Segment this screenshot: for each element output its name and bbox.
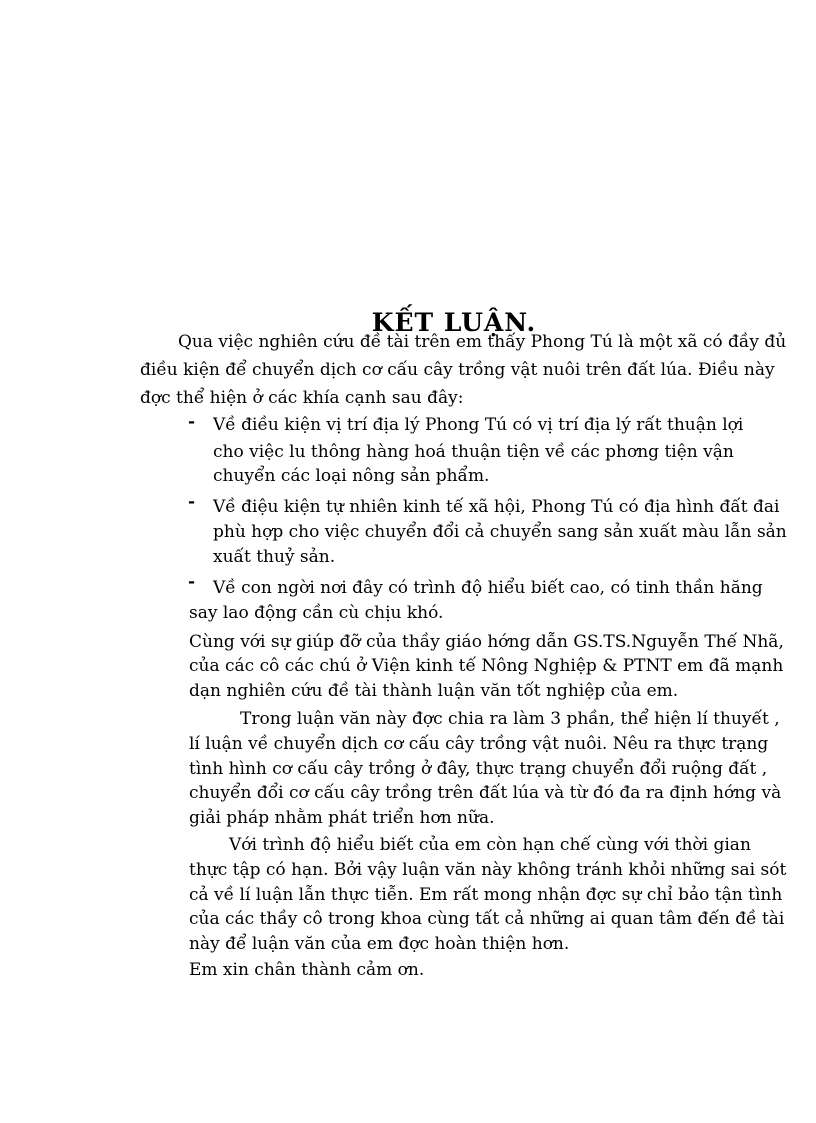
- bullet-marker: -: [188, 492, 196, 512]
- bullet-line: Về điệu kiện tự nhiên kinh tế xã hội, Phong Tú có địa hình đất đai: [213, 497, 780, 517]
- intro-line: Qua việc nghiên cứu đề tài trên em thấy Phong Tú là một xã có đầy đủ: [178, 332, 787, 352]
- support-line: của các cô các chú ở Viện kinh tế Nông Nghiệp & PTNT em đã mạnh: [189, 656, 784, 676]
- intro-line: điều kiện để chuyển dịch cơ cấu cây trồng vật nuôi trên đất lúa. Điều này: [140, 360, 775, 380]
- limits-line: này để luận văn của em đợc hoàn thiện hơn.: [189, 934, 570, 954]
- structure-line: lí luận về chuyển dịch cơ cấu cây trồng vật nuôi. Nêu ra thực trạng: [189, 734, 769, 754]
- bullet-line: xuất thuỷ sản.: [213, 547, 336, 567]
- bullet-line: Về điều kiện vị trí địa lý Phong Tú có vị trí địa lý rất thuận lợi: [213, 415, 744, 435]
- structure-line: Trong luận văn này đợc chia ra làm 3 phần, thể hiện lí thuyết ,: [240, 709, 780, 729]
- bullet-marker: -: [188, 412, 196, 432]
- bullet-line: chuyển các loại nông sản phẩm.: [213, 466, 490, 486]
- limits-line: thực tập có hạn. Bởi vậy luận văn này không tránh khỏi những sai sót: [189, 860, 787, 880]
- limits-line: của các thầy cô trong khoa cùng tất cả những ai quan tâm đến đề tài: [189, 909, 785, 929]
- support-line: dạn nghiên cứu đề tài thành luận văn tốt nghiệp của em.: [189, 681, 679, 701]
- bullet-line: say lao động cần cù chịu khó.: [189, 603, 444, 623]
- bullet-line: cho việc lu thông hàng hoá thuận tiện về các phơng tiện vận: [213, 442, 734, 462]
- closing-line: Em xin chân thành cảm ơn.: [189, 960, 425, 980]
- bullet-line: phù hợp cho việc chuyển đổi cả chuyển sang sản xuất màu lẫn sản: [213, 522, 787, 542]
- limits-line: Với trình độ hiểu biết của em còn hạn chế cùng với thời gian: [229, 835, 751, 855]
- conclusion-title: KẾT LUẬN.: [371, 308, 537, 337]
- support-line: Cùng với sự giúp đỡ của thầy giáo hớng dẫn GS.TS.Nguyễn Thế Nhã,: [189, 632, 784, 652]
- intro-line: đợc thể hiện ở các khía cạnh sau đây:: [140, 388, 464, 408]
- bullet-line: Về con ngời nơi đây có trình độ hiểu biết cao, có tinh thần hăng: [213, 578, 763, 598]
- structure-line: chuyển đổi cơ cấu cây trồng trên đất lúa và từ đó đa ra định hớng và: [189, 783, 782, 803]
- bullet-marker: -: [188, 572, 196, 592]
- structure-line: giải pháp nhằm phát triển hơn nữa.: [189, 808, 495, 828]
- limits-line: cả về lí luận lẫn thực tiễn. Em rất mong nhận đợc sự chỉ bảo tận tình: [189, 885, 783, 905]
- structure-line: tình hình cơ cấu cây trồng ở đây, thực trạng chuyển đổi ruộng đất ,: [189, 759, 768, 779]
